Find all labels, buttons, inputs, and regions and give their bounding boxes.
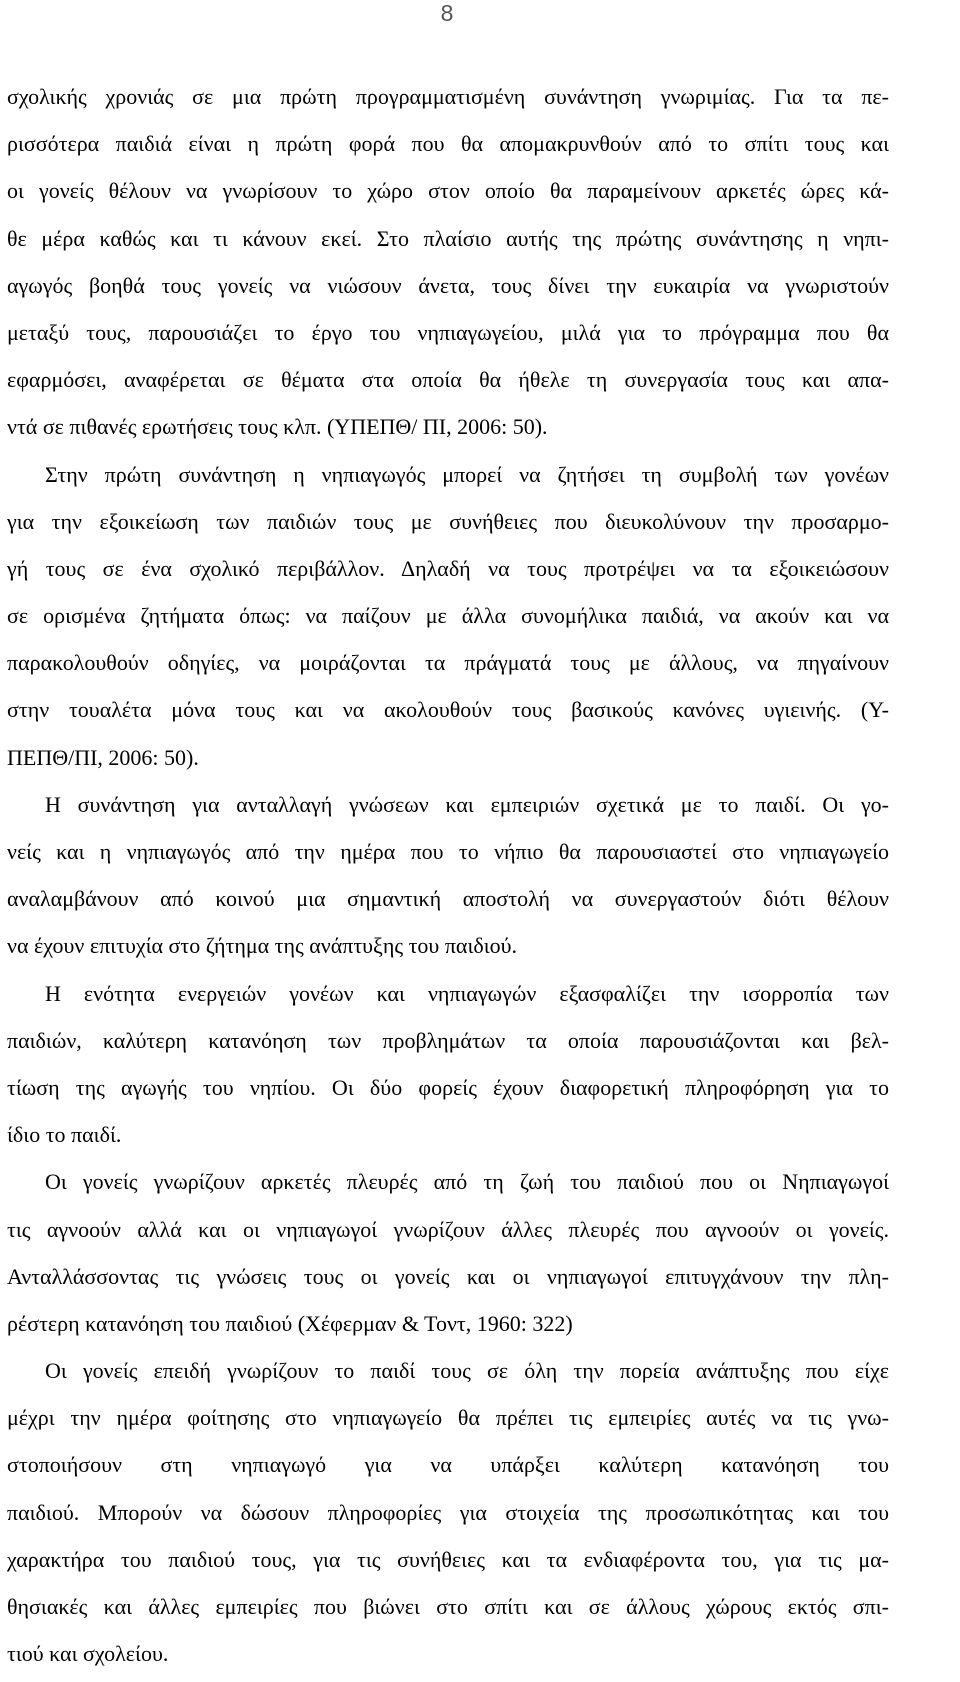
text-line: ντά σε πιθανές ερωτήσεις τους κλπ. (ΥΠΕΠΘ/ ΠΙ, 2006: 50). bbox=[7, 414, 548, 440]
text-line: ίδιο το παιδί. bbox=[7, 1122, 122, 1148]
text-line: νείς και η νηπιαγωγός από την ημέρα που το νήπιο θα παρουσιαστεί στο νηπιαγωγείο bbox=[7, 839, 889, 864]
text-line: τίωση της αγωγής του νηπίου. Οι δύο φορείς έχουν διαφορετική πληροφόρηση για το bbox=[7, 1074, 889, 1100]
document-text bbox=[7, 73, 889, 1677]
paragraph-first-line: Η συνάντηση για ανταλλαγή γνώσεων και εμπειριών σχετικά με το παιδί. Οι γο- bbox=[45, 791, 889, 817]
text-line: μεταξύ τους, παρουσιάζει το έργο του νηπιαγωγείου, μιλά για το πρόγραμμα που θα bbox=[7, 319, 889, 345]
text-line: γή τους σε ένα σχολικό περιβάλλον. Δηλαδή να τους προτρέψει να τα εξοικειώσουν bbox=[7, 555, 889, 581]
paragraph-first-line: Η ενότητα ενεργειών γονέων και νηπιαγωγών εξασφαλίζει την ισορροπία των bbox=[45, 980, 889, 1006]
text-line: αγωγός βοηθά τους γονείς να νιώσουν άνετα, τους δίνει την ευκαιρία να γνωριστούν bbox=[7, 272, 889, 298]
paragraph-first-line: Οι γονείς γνωρίζουν αρκετές πλευρές από τη ζωή του παιδιού που οι Νηπιαγωγοί bbox=[45, 1169, 889, 1195]
text-line: ρέστερη κατανόηση του παιδιού (Χέφερμαν & Τοντ, 1960: 322) bbox=[7, 1310, 573, 1336]
text-line: ρισσότερα παιδιά είναι η πρώτη φορά που θα απομακρυνθούν από το σπίτι τους και bbox=[7, 131, 889, 157]
paragraph-first-line: Οι γονείς επειδή γνωρίζουν το παιδί τους σε όλη την πορεία ανάπτυξης που είχε bbox=[45, 1358, 889, 1384]
text-line: αναλαμβάνουν από κοινού μια σημαντική αποστολή να συνεργαστούν διότι θέλουν bbox=[7, 886, 889, 912]
text-line: τιού και σχολείου. bbox=[7, 1641, 169, 1667]
text-line: για την εξοικείωση των παιδιών τους με συνήθειες που διευκολύνουν την προσαρμο- bbox=[7, 508, 889, 534]
text-line: Ανταλλάσσοντας τις γνώσεις τους οι γονείς και οι νηπιαγωγοί επιτυγχάνουν την πλη- bbox=[7, 1263, 889, 1289]
text-line: χαρακτήρα του παιδιού τους, για τις συνήθειες και τα ενδιαφέροντα του, για τις μα- bbox=[7, 1546, 889, 1572]
text-line: θησιακές και άλλες εμπειρίες που βιώνει στο σπίτι και σε άλλους χώρους εκτός σπι- bbox=[7, 1594, 889, 1619]
text-line: παρακολουθούν οδηγίες, να μοιράζονται τα πράγματά τους με άλλους, να πηγαίνουν bbox=[7, 650, 889, 676]
text-line: τις αγνοούν αλλά και οι νηπιαγωγοί γνωρίζουν άλλες πλευρές που αγνοούν οι γονείς. bbox=[7, 1216, 889, 1242]
page-number: 8 bbox=[440, 0, 454, 26]
text-line: σχολικής χρονιάς σε μια πρώτη προγραμματισμένη συνάντηση γνωριμίας. Για τα πε- bbox=[7, 84, 889, 109]
text-line: παιδιού. Μπορούν να δώσουν πληροφορίες για στοιχεία της προσωπικότητας και του bbox=[7, 1499, 889, 1525]
text-line: σε ορισμένα ζητήματα όπως: να παίζουν με άλλα συνομήλικα παιδιά, να ακούν και να bbox=[7, 603, 889, 629]
text-line: παιδιών, καλύτερη κατανόηση των προβλημάτων τα οποία παρουσιάζονται και βελ- bbox=[7, 1027, 889, 1053]
text-line: οι γονείς θέλουν να γνωρίσουν το χώρο στον οποίο θα παραμείνουν αρκετές ώρες κά- bbox=[7, 178, 889, 204]
text-line: στοποιήσουν στη νηπιαγωγό για να υπάρξει καλύτερη κατανόηση του bbox=[7, 1452, 889, 1478]
text-line: στην τουαλέτα μόνα τους και να ακολουθούν τους βασικούς κανόνες υγιεινής. (Υ- bbox=[7, 697, 889, 723]
text-line: μέχρι την ημέρα φοίτησης στο νηπιαγωγείο θα πρέπει τις εμπειρίες αυτές να τις γνω- bbox=[7, 1405, 889, 1431]
paragraph-first-line: Στην πρώτη συνάντηση η νηπιαγωγός μπορεί να ζητήσει τη συμβολή των γονέων bbox=[45, 461, 889, 487]
text-line: θε μέρα καθώς και τι κάνουν εκεί. Στο πλαίσιο αυτής της πρώτης συνάντησης η νηπι- bbox=[7, 225, 889, 251]
text-line: εφαρμόσει, αναφέρεται σε θέματα στα οποία θα ήθελε τη συνεργασία τους και απα- bbox=[7, 367, 889, 393]
text-line: ΠΕΠΘ/ΠΙ, 2006: 50). bbox=[7, 744, 199, 770]
text-line: να έχουν επιτυχία στο ζήτημα της ανάπτυξης του παιδιού. bbox=[7, 933, 518, 959]
